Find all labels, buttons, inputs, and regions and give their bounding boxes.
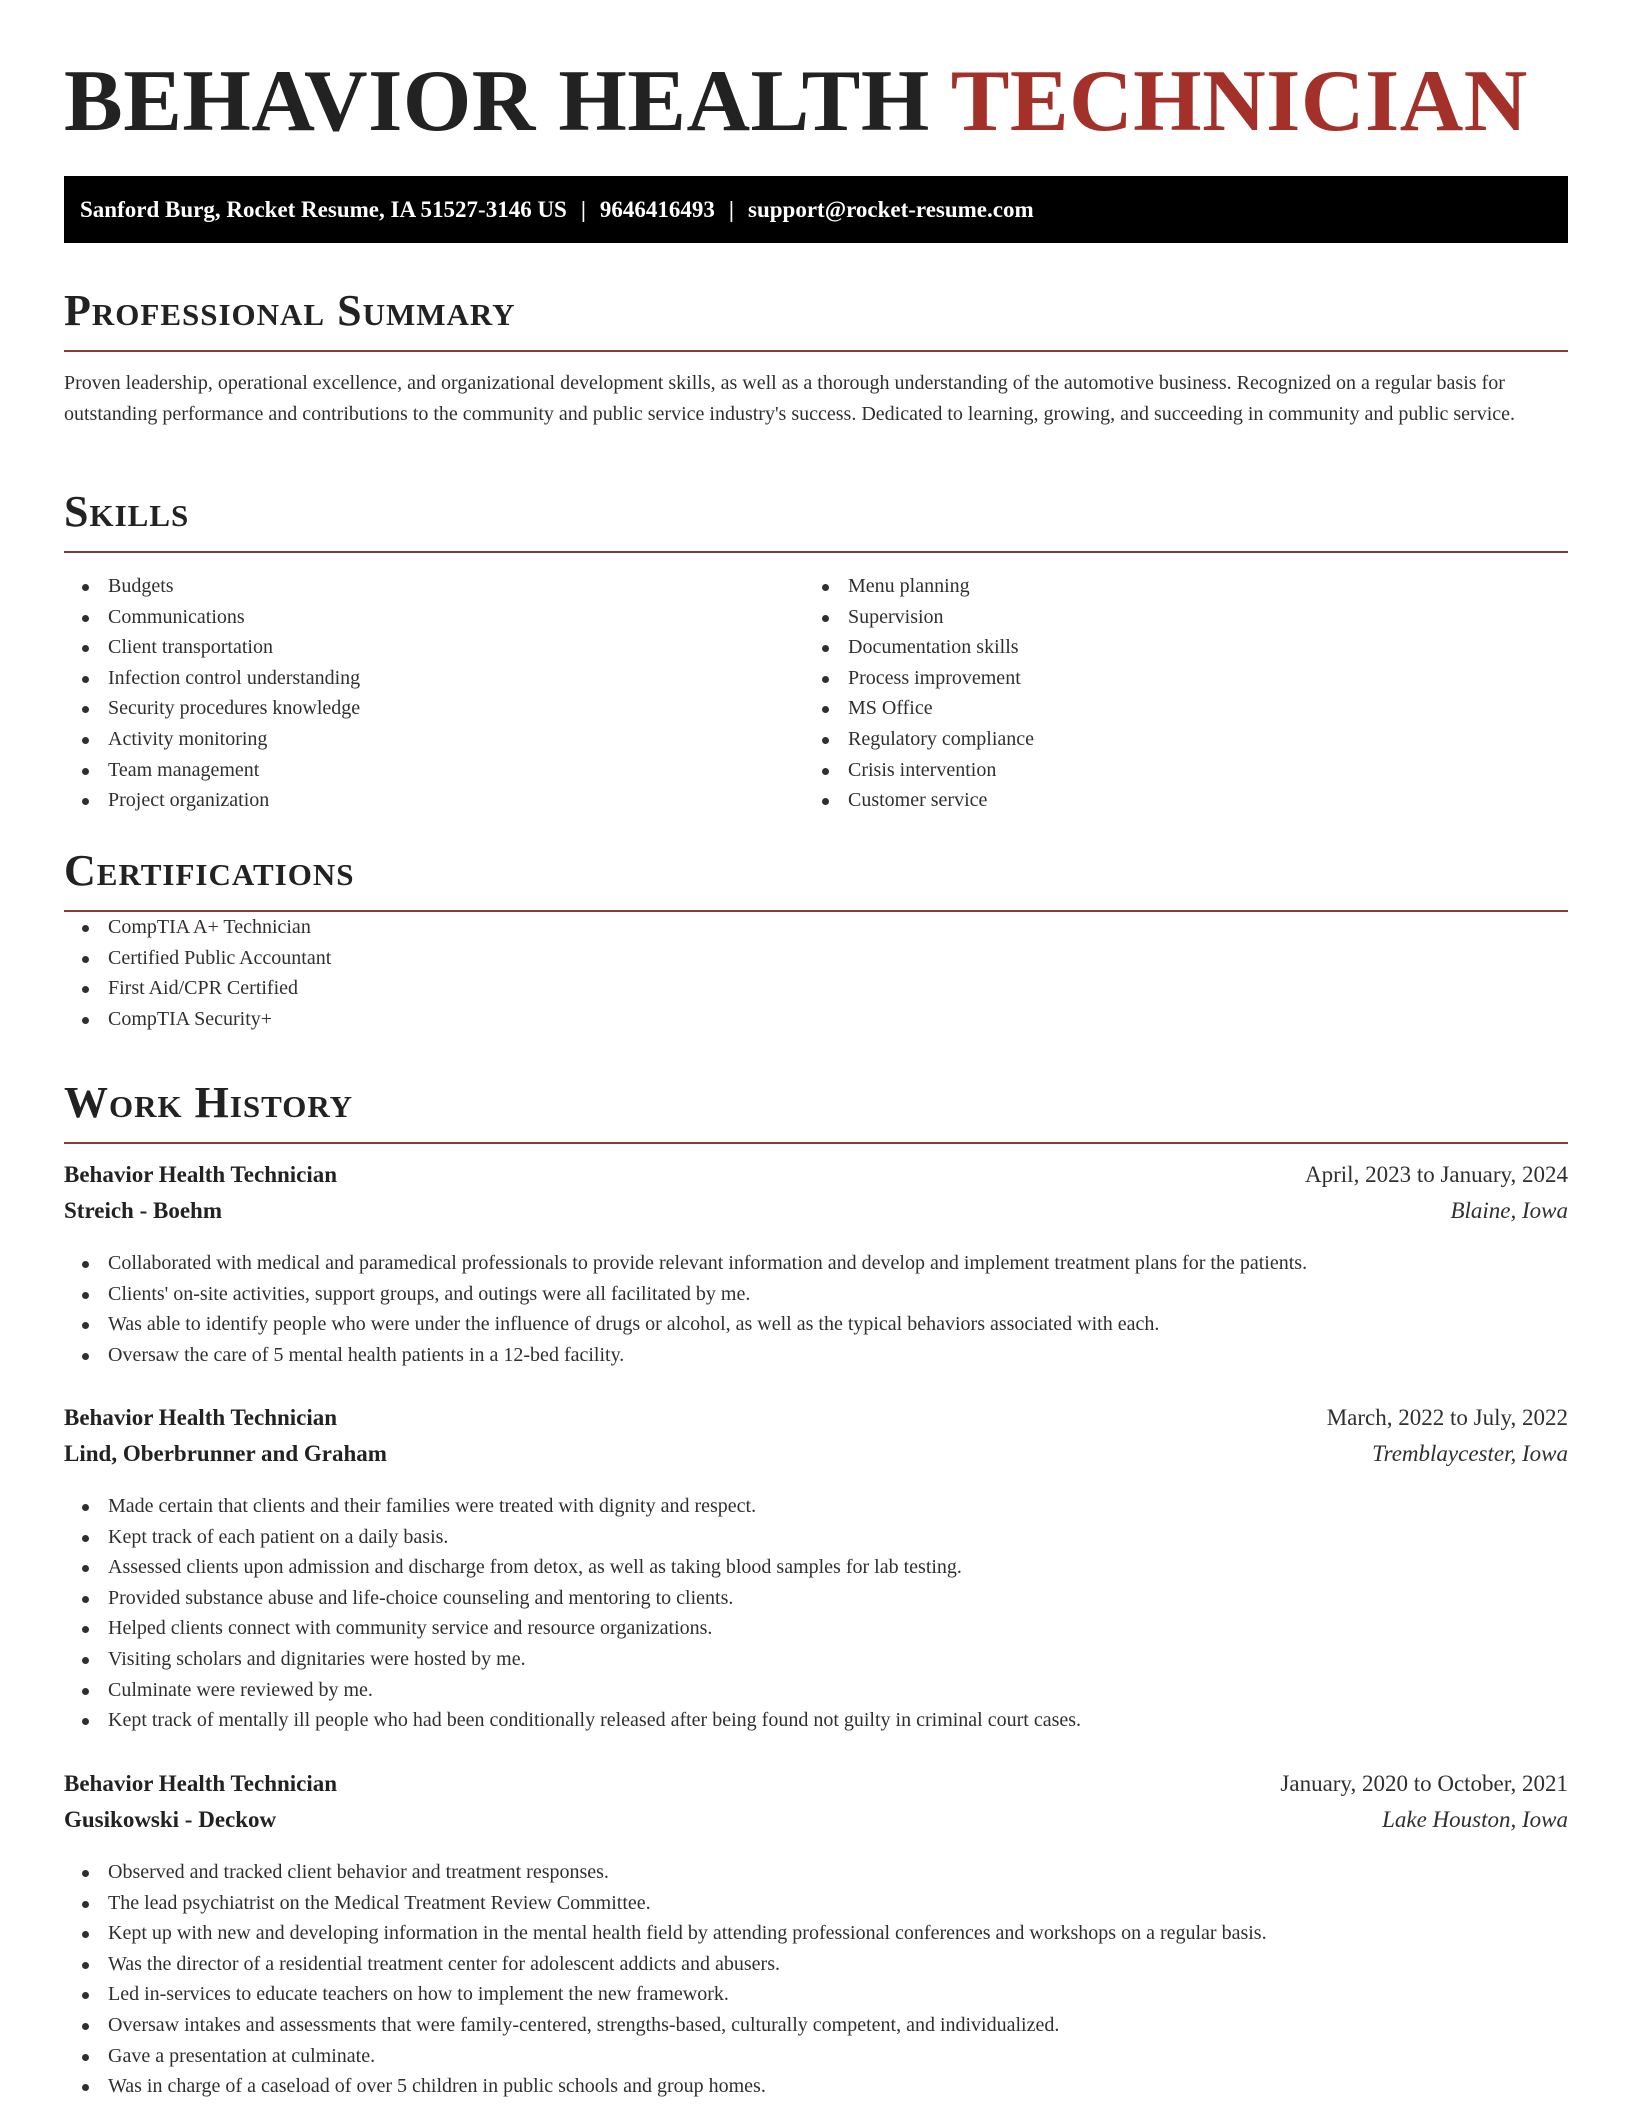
skill-item: Customer service [804,785,1544,816]
job-company: Lind, Oberbrunner and Graham [64,1441,387,1466]
job-bullets [64,1248,1568,1370]
job-title: Behavior Health Technician [64,1771,338,1796]
job-entry [64,1162,1568,1370]
job-bullet: The lead psychiatrist on the Medical Treatment Review Committee. [64,1888,1568,1919]
job-bullet: Was able to identify people who were under the influence of drugs or alcohol, as well as the typical behaviors associated with each. [64,1309,1568,1340]
skills-list-right [804,571,1544,816]
job-title: Behavior Health Technician [64,1405,338,1430]
contact-separator: | [728,196,734,222]
skill-item: Regulatory compliance [804,724,1544,755]
skill-item: Process improvement [804,663,1544,694]
skill-item: Budgets [64,571,804,602]
job-company: Gusikowski - Deckow [64,1807,277,1832]
job-company-row [64,1198,1568,1234]
work-history-heading: Work History [64,1078,354,1127]
skill-item: Client transportation [64,632,804,663]
job-bullet: Kept up with new and developing information in the mental health field by attending professional conferences and workshops on a regular basis. [64,1918,1568,1949]
resume-title [64,52,1528,152]
certifications-list [64,912,1568,1034]
job-bullet: Gave a presentation at culminate. [64,2041,1568,2072]
job-header-row [64,1771,1568,1807]
job-bullet: Was the director of a residential treatment center for adolescent addicts and abusers. [64,1949,1568,1980]
section-divider [64,350,1568,352]
job-bullet: Observed and tracked client behavior and treatment responses. [64,1857,1568,1888]
skill-item: MS Office [804,693,1544,724]
skill-item: Communications [64,602,804,633]
job-bullets [64,1491,1568,1736]
skill-item: Infection control understanding [64,663,804,694]
skill-item: Project organization [64,785,804,816]
job-bullet: Was in charge of a caseload of over 5 children in public schools and group homes. [64,2071,1568,2102]
title-main: BEHAVIOR HEALTH [64,53,930,150]
summary-section [64,286,1568,430]
skill-item: Activity monitoring [64,724,804,755]
job-bullet: Oversaw intakes and assessments that were family-centered, strengths-based, culturally competent, and individualized. [64,2010,1568,2041]
job-bullet: Made certain that clients and their families were treated with dignity and respect. [64,1491,1568,1522]
job-entry [64,1771,1568,2102]
section-divider [64,551,1568,553]
contact-bar [64,176,1568,243]
job-location: Lake Houston, Iowa [1382,1807,1568,1832]
job-bullet: Led in-services to educate teachers on how to implement the new framework. [64,1979,1568,2010]
job-company-row [64,1807,1568,1843]
job-bullet: Oversaw the care of 5 mental health patients in a 12-bed facility. [64,1340,1568,1371]
job-bullet: Assessed clients upon admission and discharge from detox, as well as taking blood samples for lab testing. [64,1552,1568,1583]
summary-heading: Professional Summary [64,286,516,335]
job-bullet: Kept track of mentally ill people who had been conditionally released after being found not guilty in criminal court cases. [64,1705,1568,1736]
job-company: Streich - Boehm [64,1198,223,1223]
job-bullet: Clients' on-site activities, support groups, and outings were all facilitated by me. [64,1279,1568,1310]
job-bullet: Visiting scholars and dignitaries were hosted by me. [64,1644,1568,1675]
summary-text: Proven leadership, operational excellence, and organizational development skills, as well as a thorough understanding of the automotive business. Recognized on a regular basis for outstanding performance and contributions to the community and public service industry's success. Dedicated to learning, growing, and succeeding in community and public service. [64,372,1516,425]
job-entry [64,1405,1568,1736]
skills-columns [64,571,1568,816]
work-history-section [64,1078,1568,1144]
skills-section [64,487,1568,816]
job-dates: January, 2020 to October, 2021 [1280,1771,1568,1796]
job-bullets [64,1857,1568,2102]
skill-item: Team management [64,755,804,786]
skill-item: Crisis intervention [804,755,1544,786]
job-bullet: Kept track of each patient on a daily basis. [64,1522,1568,1553]
job-header-row [64,1405,1568,1441]
contact-address: Sanford Burg, Rocket Resume, IA 51527-3146 US [80,196,567,222]
skills-list-left [64,571,804,816]
skill-item: Documentation skills [804,632,1544,663]
contact-email[interactable]: support@rocket-resume.com [748,196,1034,222]
job-bullet: Helped clients connect with community service and resource organizations. [64,1613,1568,1644]
job-title: Behavior Health Technician [64,1162,338,1187]
job-location: Blaine, Iowa [1450,1198,1568,1223]
skill-item: Security procedures knowledge [64,693,804,724]
certification-item: CompTIA Security+ [64,1004,1568,1035]
skills-heading: Skills [64,487,190,536]
skill-item: Supervision [804,602,1544,633]
job-header-row [64,1162,1568,1198]
job-dates: March, 2022 to July, 2022 [1326,1405,1568,1430]
job-dates: April, 2023 to January, 2024 [1305,1162,1568,1187]
certification-item: CompTIA A+ Technician [64,912,1568,943]
job-bullet: Culminate were reviewed by me. [64,1675,1568,1706]
job-company-row [64,1441,1568,1477]
skill-item: Menu planning [804,571,1544,602]
contact-phone[interactable]: 9646416493 [599,196,715,222]
certifications-section [64,846,1568,1034]
job-bullet: Provided substance abuse and life-choice counseling and mentoring to clients. [64,1583,1568,1614]
contact-separator: | [580,196,586,222]
certification-item: First Aid/CPR Certified [64,973,1568,1004]
section-divider [64,1142,1568,1144]
certification-item: Certified Public Accountant [64,943,1568,974]
job-bullet: Collaborated with medical and paramedical professionals to provide relevant information and develop and implement treatment plans for the patients. [64,1248,1568,1279]
title-accent: TECHNICIAN [950,53,1528,150]
job-location: Tremblaycester, Iowa [1372,1441,1568,1466]
certifications-heading: Certifications [64,846,355,895]
